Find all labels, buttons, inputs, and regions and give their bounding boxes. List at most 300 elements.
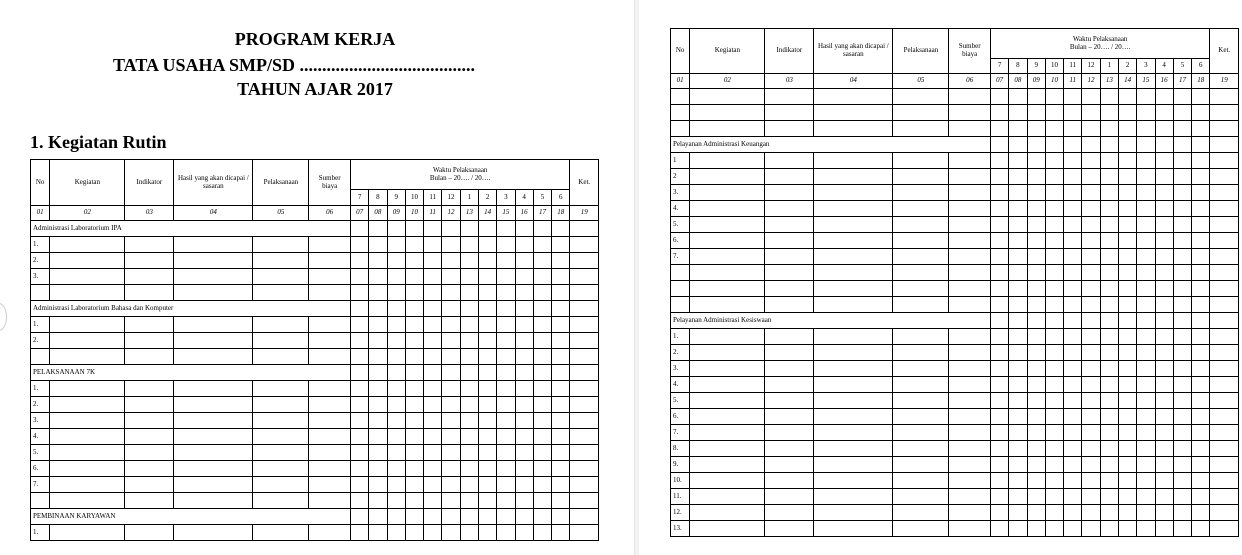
table-cell[interactable] bbox=[1064, 393, 1082, 409]
table-cell[interactable] bbox=[424, 317, 442, 333]
table-cell[interactable] bbox=[1082, 185, 1100, 201]
table-cell[interactable] bbox=[1118, 281, 1136, 297]
table-cell[interactable] bbox=[50, 461, 125, 477]
table-cell[interactable] bbox=[351, 477, 369, 493]
table-cell[interactable] bbox=[1009, 153, 1027, 169]
table-cell[interactable] bbox=[814, 393, 893, 409]
table-cell[interactable] bbox=[309, 493, 351, 509]
table-cell[interactable] bbox=[991, 505, 1009, 521]
table-cell[interactable] bbox=[1082, 169, 1100, 185]
table-cell[interactable] bbox=[991, 249, 1009, 265]
table-cell[interactable] bbox=[690, 153, 765, 169]
table-cell[interactable] bbox=[515, 285, 533, 301]
table-cell[interactable] bbox=[893, 153, 949, 169]
table-cell[interactable] bbox=[351, 397, 369, 413]
table-cell[interactable] bbox=[442, 477, 460, 493]
table-cell[interactable] bbox=[442, 525, 460, 541]
table-cell[interactable] bbox=[1137, 425, 1155, 441]
table-cell[interactable] bbox=[515, 365, 533, 381]
table-cell[interactable] bbox=[991, 345, 1009, 361]
table-cell[interactable] bbox=[570, 301, 599, 317]
table-cell[interactable] bbox=[460, 285, 478, 301]
table-cell[interactable] bbox=[50, 349, 125, 365]
table-cell[interactable] bbox=[1100, 473, 1118, 489]
table-cell[interactable] bbox=[814, 377, 893, 393]
table-cell[interactable] bbox=[765, 521, 814, 537]
table-cell[interactable] bbox=[1173, 233, 1191, 249]
table-cell[interactable] bbox=[1045, 473, 1063, 489]
table-cell[interactable] bbox=[991, 185, 1009, 201]
table-cell[interactable] bbox=[893, 409, 949, 425]
table-cell[interactable] bbox=[1137, 313, 1155, 329]
table-cell[interactable] bbox=[369, 413, 387, 429]
table-cell[interactable] bbox=[1064, 137, 1082, 153]
table-cell[interactable] bbox=[893, 281, 949, 297]
table-cell[interactable] bbox=[497, 237, 515, 253]
table-cell[interactable] bbox=[690, 457, 765, 473]
table-cell[interactable] bbox=[478, 525, 496, 541]
table-cell[interactable] bbox=[405, 477, 423, 493]
table-cell[interactable] bbox=[460, 317, 478, 333]
table-cell[interactable] bbox=[1118, 153, 1136, 169]
table-cell[interactable] bbox=[1009, 345, 1027, 361]
table-cell[interactable] bbox=[1045, 89, 1063, 105]
table-cell[interactable] bbox=[814, 473, 893, 489]
table-cell[interactable] bbox=[1064, 425, 1082, 441]
table-cell[interactable] bbox=[309, 525, 351, 541]
table-cell[interactable] bbox=[1009, 105, 1027, 121]
table-cell[interactable] bbox=[1009, 425, 1027, 441]
table-cell[interactable] bbox=[497, 221, 515, 237]
table-cell[interactable] bbox=[949, 361, 991, 377]
table-cell[interactable] bbox=[1173, 377, 1191, 393]
table-cell[interactable] bbox=[1173, 329, 1191, 345]
table-cell[interactable] bbox=[174, 429, 253, 445]
table-cell[interactable] bbox=[1192, 265, 1210, 281]
table-cell[interactable] bbox=[690, 217, 765, 233]
table-cell[interactable] bbox=[552, 429, 570, 445]
table-cell[interactable] bbox=[533, 365, 551, 381]
table-cell[interactable] bbox=[893, 489, 949, 505]
table-cell[interactable] bbox=[949, 185, 991, 201]
table-cell[interactable] bbox=[1064, 281, 1082, 297]
table-cell[interactable] bbox=[765, 457, 814, 473]
table-cell[interactable] bbox=[478, 269, 496, 285]
table-cell[interactable] bbox=[814, 281, 893, 297]
table-cell[interactable] bbox=[949, 473, 991, 489]
table-cell[interactable] bbox=[405, 221, 423, 237]
table-cell[interactable] bbox=[533, 269, 551, 285]
table-cell[interactable] bbox=[814, 217, 893, 233]
table-cell[interactable] bbox=[552, 445, 570, 461]
table-cell[interactable] bbox=[125, 525, 174, 541]
table-cell[interactable] bbox=[1173, 425, 1191, 441]
table-cell[interactable] bbox=[1210, 393, 1239, 409]
table-cell[interactable] bbox=[1192, 201, 1210, 217]
table-cell[interactable] bbox=[515, 525, 533, 541]
table-cell[interactable] bbox=[1100, 169, 1118, 185]
table-cell[interactable] bbox=[478, 397, 496, 413]
table-cell[interactable] bbox=[253, 253, 309, 269]
table-cell[interactable] bbox=[533, 317, 551, 333]
table-cell[interactable] bbox=[424, 221, 442, 237]
table-cell[interactable] bbox=[253, 397, 309, 413]
table-cell[interactable] bbox=[814, 345, 893, 361]
table-cell[interactable] bbox=[1045, 233, 1063, 249]
table-cell[interactable] bbox=[1082, 393, 1100, 409]
table-cell[interactable] bbox=[1155, 249, 1173, 265]
table-cell[interactable] bbox=[125, 477, 174, 493]
table-cell[interactable] bbox=[1118, 313, 1136, 329]
table-cell[interactable] bbox=[497, 333, 515, 349]
table-cell[interactable] bbox=[405, 445, 423, 461]
table-cell[interactable] bbox=[1027, 185, 1045, 201]
table-cell[interactable] bbox=[991, 329, 1009, 345]
table-cell[interactable] bbox=[1082, 409, 1100, 425]
table-cell[interactable] bbox=[253, 237, 309, 253]
table-cell[interactable] bbox=[515, 509, 533, 525]
table-cell[interactable] bbox=[1118, 121, 1136, 137]
table-cell[interactable] bbox=[369, 493, 387, 509]
table-cell[interactable] bbox=[690, 89, 765, 105]
table-cell[interactable] bbox=[424, 493, 442, 509]
table-cell[interactable] bbox=[552, 237, 570, 253]
table-cell[interactable] bbox=[1100, 137, 1118, 153]
table-cell[interactable] bbox=[369, 397, 387, 413]
table-cell[interactable] bbox=[1118, 89, 1136, 105]
table-cell[interactable] bbox=[1173, 313, 1191, 329]
table-cell[interactable] bbox=[478, 285, 496, 301]
table-cell[interactable] bbox=[1009, 521, 1027, 537]
table-cell[interactable] bbox=[174, 477, 253, 493]
table-cell[interactable] bbox=[369, 461, 387, 477]
table-cell[interactable] bbox=[174, 333, 253, 349]
table-cell[interactable] bbox=[478, 429, 496, 445]
table-cell[interactable] bbox=[125, 445, 174, 461]
table-cell[interactable] bbox=[893, 377, 949, 393]
table-cell[interactable] bbox=[765, 345, 814, 361]
table-cell[interactable] bbox=[690, 329, 765, 345]
table-cell[interactable] bbox=[949, 377, 991, 393]
table-cell[interactable] bbox=[1173, 505, 1191, 521]
table-cell[interactable] bbox=[893, 249, 949, 265]
table-cell[interactable] bbox=[949, 89, 991, 105]
table-cell[interactable] bbox=[478, 509, 496, 525]
table-cell[interactable] bbox=[1192, 489, 1210, 505]
table-cell[interactable] bbox=[991, 105, 1009, 121]
table-cell[interactable] bbox=[387, 221, 405, 237]
table-cell[interactable] bbox=[50, 493, 125, 509]
table-cell[interactable] bbox=[125, 269, 174, 285]
table-cell[interactable] bbox=[369, 301, 387, 317]
table-cell[interactable] bbox=[1100, 185, 1118, 201]
table-cell[interactable] bbox=[1155, 89, 1173, 105]
table-cell[interactable] bbox=[991, 473, 1009, 489]
table-cell[interactable] bbox=[814, 153, 893, 169]
table-cell[interactable] bbox=[50, 525, 125, 541]
table-cell[interactable] bbox=[351, 221, 369, 237]
table-cell[interactable] bbox=[442, 237, 460, 253]
table-cell[interactable] bbox=[949, 345, 991, 361]
table-cell[interactable] bbox=[1027, 425, 1045, 441]
table-cell[interactable] bbox=[424, 237, 442, 253]
table-cell[interactable] bbox=[893, 89, 949, 105]
table-cell[interactable] bbox=[1100, 105, 1118, 121]
table-cell[interactable] bbox=[1137, 457, 1155, 473]
table-cell[interactable] bbox=[387, 477, 405, 493]
table-cell[interactable] bbox=[1137, 121, 1155, 137]
table-cell[interactable] bbox=[309, 461, 351, 477]
table-cell[interactable] bbox=[991, 169, 1009, 185]
table-cell[interactable] bbox=[1027, 105, 1045, 121]
table-cell[interactable] bbox=[1192, 361, 1210, 377]
table-cell[interactable] bbox=[405, 397, 423, 413]
table-cell[interactable] bbox=[387, 253, 405, 269]
table-cell[interactable] bbox=[1009, 393, 1027, 409]
table-cell[interactable] bbox=[1027, 473, 1045, 489]
table-cell[interactable] bbox=[387, 349, 405, 365]
table-cell[interactable] bbox=[570, 253, 599, 269]
table-cell[interactable] bbox=[1210, 137, 1239, 153]
table-cell[interactable] bbox=[893, 233, 949, 249]
table-cell[interactable] bbox=[765, 425, 814, 441]
table-cell[interactable] bbox=[1173, 473, 1191, 489]
table-cell[interactable] bbox=[690, 489, 765, 505]
table-cell[interactable] bbox=[1100, 265, 1118, 281]
table-cell[interactable] bbox=[949, 249, 991, 265]
table-cell[interactable] bbox=[991, 201, 1009, 217]
table-cell[interactable] bbox=[125, 333, 174, 349]
table-cell[interactable] bbox=[351, 269, 369, 285]
table-cell[interactable] bbox=[1137, 329, 1155, 345]
table-cell[interactable] bbox=[424, 253, 442, 269]
table-cell[interactable] bbox=[1210, 89, 1239, 105]
table-cell[interactable] bbox=[814, 425, 893, 441]
table-cell[interactable] bbox=[424, 269, 442, 285]
table-cell[interactable] bbox=[253, 317, 309, 333]
table-cell[interactable] bbox=[387, 237, 405, 253]
table-cell[interactable] bbox=[1137, 409, 1155, 425]
table-cell[interactable] bbox=[351, 301, 369, 317]
table-cell[interactable] bbox=[1045, 393, 1063, 409]
table-cell[interactable] bbox=[369, 477, 387, 493]
table-cell[interactable] bbox=[1100, 329, 1118, 345]
table-cell[interactable] bbox=[814, 457, 893, 473]
table-cell[interactable] bbox=[949, 409, 991, 425]
table-cell[interactable] bbox=[442, 285, 460, 301]
table-cell[interactable] bbox=[570, 349, 599, 365]
table-cell[interactable] bbox=[765, 441, 814, 457]
table-cell[interactable] bbox=[1100, 505, 1118, 521]
table-cell[interactable] bbox=[1100, 377, 1118, 393]
table-cell[interactable] bbox=[1045, 425, 1063, 441]
table-cell[interactable] bbox=[174, 269, 253, 285]
table-cell[interactable] bbox=[814, 361, 893, 377]
table-cell[interactable] bbox=[1027, 377, 1045, 393]
table-cell[interactable] bbox=[125, 237, 174, 253]
table-cell[interactable] bbox=[690, 249, 765, 265]
table-cell[interactable] bbox=[460, 445, 478, 461]
table-cell[interactable] bbox=[893, 425, 949, 441]
table-cell[interactable] bbox=[533, 253, 551, 269]
table-cell[interactable] bbox=[405, 237, 423, 253]
table-cell[interactable] bbox=[949, 105, 991, 121]
table-cell[interactable] bbox=[1082, 505, 1100, 521]
table-cell[interactable] bbox=[1210, 409, 1239, 425]
table-cell[interactable] bbox=[533, 429, 551, 445]
table-cell[interactable] bbox=[1137, 377, 1155, 393]
table-cell[interactable] bbox=[765, 169, 814, 185]
table-cell[interactable] bbox=[497, 509, 515, 525]
table-cell[interactable] bbox=[497, 301, 515, 317]
table-cell[interactable] bbox=[690, 121, 765, 137]
table-cell[interactable] bbox=[1155, 265, 1173, 281]
table-cell[interactable] bbox=[893, 505, 949, 521]
table-cell[interactable] bbox=[1082, 457, 1100, 473]
table-cell[interactable] bbox=[893, 217, 949, 233]
table-cell[interactable] bbox=[1192, 105, 1210, 121]
table-cell[interactable] bbox=[1027, 281, 1045, 297]
table-cell[interactable] bbox=[497, 381, 515, 397]
table-cell[interactable] bbox=[893, 441, 949, 457]
table-cell[interactable] bbox=[1118, 297, 1136, 313]
table-cell[interactable] bbox=[1027, 89, 1045, 105]
table-cell[interactable] bbox=[1118, 265, 1136, 281]
table-cell[interactable] bbox=[424, 413, 442, 429]
table-cell[interactable] bbox=[1118, 393, 1136, 409]
table-cell[interactable] bbox=[1192, 297, 1210, 313]
table-cell[interactable] bbox=[949, 201, 991, 217]
table-cell[interactable] bbox=[174, 493, 253, 509]
table-cell[interactable] bbox=[949, 121, 991, 137]
table-cell[interactable] bbox=[1192, 505, 1210, 521]
table-cell[interactable] bbox=[497, 349, 515, 365]
table-cell[interactable] bbox=[478, 413, 496, 429]
table-cell[interactable] bbox=[369, 317, 387, 333]
table-cell[interactable] bbox=[1155, 281, 1173, 297]
table-cell[interactable] bbox=[497, 365, 515, 381]
table-cell[interactable] bbox=[690, 297, 765, 313]
table-cell[interactable] bbox=[515, 445, 533, 461]
table-cell[interactable] bbox=[1100, 457, 1118, 473]
table-cell[interactable] bbox=[765, 89, 814, 105]
table-cell[interactable] bbox=[1064, 201, 1082, 217]
table-cell[interactable] bbox=[1173, 217, 1191, 233]
table-cell[interactable] bbox=[765, 329, 814, 345]
table-cell[interactable] bbox=[460, 365, 478, 381]
table-cell[interactable] bbox=[1210, 185, 1239, 201]
table-cell[interactable] bbox=[1027, 137, 1045, 153]
table-cell[interactable] bbox=[552, 349, 570, 365]
table-cell[interactable] bbox=[1155, 201, 1173, 217]
table-cell[interactable] bbox=[1100, 153, 1118, 169]
table-cell[interactable] bbox=[1210, 201, 1239, 217]
table-cell[interactable] bbox=[1045, 217, 1063, 233]
table-cell[interactable] bbox=[552, 221, 570, 237]
table-cell[interactable] bbox=[1082, 217, 1100, 233]
table-cell[interactable] bbox=[1155, 505, 1173, 521]
table-cell[interactable] bbox=[949, 393, 991, 409]
table-cell[interactable] bbox=[442, 349, 460, 365]
table-cell[interactable] bbox=[515, 349, 533, 365]
table-cell[interactable] bbox=[1137, 89, 1155, 105]
table-cell[interactable] bbox=[1137, 217, 1155, 233]
table-cell[interactable] bbox=[1045, 169, 1063, 185]
table-cell[interactable] bbox=[309, 349, 351, 365]
table-cell[interactable] bbox=[1064, 441, 1082, 457]
table-cell[interactable] bbox=[50, 237, 125, 253]
table-cell[interactable] bbox=[570, 493, 599, 509]
table-cell[interactable] bbox=[1173, 249, 1191, 265]
table-cell[interactable] bbox=[405, 269, 423, 285]
table-cell[interactable] bbox=[405, 493, 423, 509]
table-cell[interactable] bbox=[1064, 313, 1082, 329]
table-cell[interactable] bbox=[515, 317, 533, 333]
table-cell[interactable] bbox=[949, 425, 991, 441]
table-cell[interactable] bbox=[814, 233, 893, 249]
table-cell[interactable] bbox=[174, 237, 253, 253]
table-cell[interactable] bbox=[442, 317, 460, 333]
table-cell[interactable] bbox=[1118, 361, 1136, 377]
table-cell[interactable] bbox=[949, 329, 991, 345]
table-cell[interactable] bbox=[125, 429, 174, 445]
table-cell[interactable] bbox=[387, 525, 405, 541]
table-cell[interactable] bbox=[690, 441, 765, 457]
table-cell[interactable] bbox=[1027, 441, 1045, 457]
table-cell[interactable] bbox=[893, 521, 949, 537]
table-cell[interactable] bbox=[1118, 169, 1136, 185]
table-cell[interactable] bbox=[1210, 313, 1239, 329]
table-cell[interactable] bbox=[253, 525, 309, 541]
table-cell[interactable] bbox=[690, 393, 765, 409]
table-cell[interactable] bbox=[690, 377, 765, 393]
table-cell[interactable] bbox=[1045, 345, 1063, 361]
table-cell[interactable] bbox=[1009, 169, 1027, 185]
table-cell[interactable] bbox=[1082, 265, 1100, 281]
table-cell[interactable] bbox=[1100, 489, 1118, 505]
table-cell[interactable] bbox=[1192, 121, 1210, 137]
table-cell[interactable] bbox=[387, 413, 405, 429]
table-cell[interactable] bbox=[1137, 361, 1155, 377]
table-cell[interactable] bbox=[125, 349, 174, 365]
table-cell[interactable] bbox=[369, 381, 387, 397]
table-cell[interactable] bbox=[1137, 281, 1155, 297]
table-cell[interactable] bbox=[1064, 153, 1082, 169]
table-cell[interactable] bbox=[1210, 457, 1239, 473]
table-cell[interactable] bbox=[497, 317, 515, 333]
table-cell[interactable] bbox=[893, 201, 949, 217]
table-cell[interactable] bbox=[515, 461, 533, 477]
table-cell[interactable] bbox=[253, 349, 309, 365]
table-cell[interactable] bbox=[1027, 521, 1045, 537]
table-cell[interactable] bbox=[351, 381, 369, 397]
table-cell[interactable] bbox=[387, 301, 405, 317]
table-cell[interactable] bbox=[1027, 153, 1045, 169]
table-cell[interactable] bbox=[533, 525, 551, 541]
table-cell[interactable] bbox=[478, 461, 496, 477]
table-cell[interactable] bbox=[478, 493, 496, 509]
table-cell[interactable] bbox=[405, 461, 423, 477]
table-cell[interactable] bbox=[533, 301, 551, 317]
table-cell[interactable] bbox=[1137, 185, 1155, 201]
table-cell[interactable] bbox=[1045, 201, 1063, 217]
table-cell[interactable] bbox=[1118, 521, 1136, 537]
table-cell[interactable] bbox=[387, 493, 405, 509]
table-cell[interactable] bbox=[309, 413, 351, 429]
table-cell[interactable] bbox=[570, 461, 599, 477]
table-cell[interactable] bbox=[442, 333, 460, 349]
table-cell[interactable] bbox=[1137, 297, 1155, 313]
